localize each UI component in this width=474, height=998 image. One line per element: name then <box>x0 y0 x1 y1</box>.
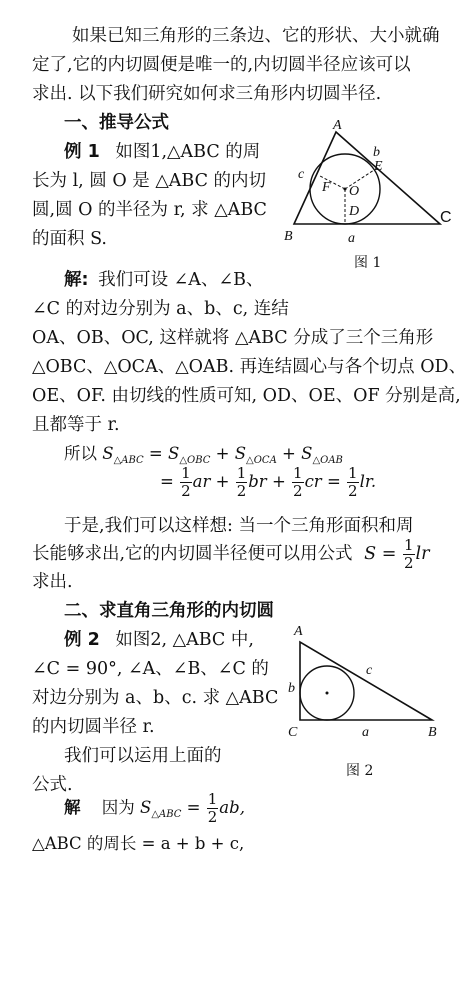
example-2-line-2: ∠C = 90°, ∠A、∠B、∠C 的 <box>32 659 269 679</box>
fig2-label-c-side: c <box>366 663 373 678</box>
idea-line-3: 求出. <box>32 572 73 592</box>
area-sum-equation: 所以 $S_{\triangle ABC} = S_{\triangle OBC} + S_{\triangle OCA} + S_{\triangle OAB}$ <box>64 444 343 466</box>
figure-2-caption: 图 2 <box>346 763 374 779</box>
example-2-line-3: 对边分别为 a、b、c. 求 △ABC <box>32 688 279 708</box>
idea-line-2: 长能够求出,它的内切圆半径便可以用公式 S = $\frac{1}{2}$ lr <box>32 536 430 572</box>
solution-2-label: 解 <box>64 798 81 817</box>
fig2-label-c: C <box>288 725 298 740</box>
idea-line-1: 于是,我们可以这样想: 当一个三角形面积和周 <box>64 516 414 536</box>
figure-2 <box>282 620 450 744</box>
fig2-label-b-side: b <box>288 681 295 696</box>
solution-1-line-4: △OBC、△OCA、△OAB. 再连结圆心与各个切点 OD、 <box>32 357 467 377</box>
fig2-label-a: A <box>294 624 303 639</box>
fig2-label-a-side: a <box>362 725 369 740</box>
fig1-label-a: A <box>333 118 342 133</box>
intro-line-1: 如果已知三角形的三条边、它的形状、大小就确 <box>72 26 440 46</box>
method-line-2: 公式. <box>32 775 73 795</box>
solution-1-text-1: 我们可设 ∠A、∠B、 <box>98 270 264 290</box>
fig1-label-d: D <box>349 204 360 219</box>
solution-2-line-1: 解 因为 $S_{\triangle ABC}$ = $\frac{1}{2}$ ab, <box>64 790 245 826</box>
example-2-label: 例 2 <box>64 630 100 650</box>
example-1-line-1 <box>64 144 260 162</box>
center-o-dot <box>344 188 347 191</box>
example-1-label: 例 1 <box>64 142 100 162</box>
fig1-label-e: E <box>374 159 383 174</box>
figure-1-caption: 图 1 <box>354 255 382 271</box>
fig1-label-o: O <box>349 184 360 199</box>
fig2-label-b: B <box>428 725 437 740</box>
fig1-label-c-side: c <box>298 167 305 182</box>
fig1-label-b-side: b <box>373 145 380 160</box>
solution-2-perimeter: △ABC 的周长 = a + b + c, <box>32 834 245 853</box>
method-line-1: 我们可以运用上面的 <box>64 746 222 766</box>
fig1-label-a-side: a <box>348 231 355 246</box>
fraction-half-5: $\frac{1}{2}$ <box>403 536 414 572</box>
solution-1-line-5: OE、OF. 由切线的性质可知, OD、OE、OF 分别是高, <box>32 386 461 406</box>
fraction-half-4: $\frac{1}{2}$ <box>348 464 358 500</box>
area-formula-expanded: = $\frac{1}{2}$ ar + $\frac{1}{2}$ br + $\frac{1}{2}$ cr = $\frac{1}{2}$ lr. <box>160 464 377 500</box>
intro-line-3: 求出. 以下我们研究如何求三角形内切圆半径. <box>32 84 382 104</box>
solution-1-label: 解: <box>64 270 89 290</box>
example-2-text-1: 如图2, △ABC 中, <box>115 630 254 650</box>
example-1-line-2: 长为 l, 圆 O 是 △ABC 的内切 <box>32 171 267 191</box>
section-1-heading: 一、推导公式 <box>64 113 169 133</box>
example-2-line-1 <box>64 632 254 650</box>
fig1-label-c: C <box>440 209 452 226</box>
section-2-heading: 二、求直角三角形的内切圆 <box>64 601 274 621</box>
example-1-line-4: 的面积 S. <box>32 229 107 249</box>
fraction-half-2: $\frac{1}{2}$ <box>236 464 247 500</box>
fraction-half-1: $\frac{1}{2}$ <box>181 464 191 500</box>
solution-1-line-2: ∠C 的对边分别为 a、b、c, 连结 <box>32 299 289 319</box>
example-2-line-4: 的内切圆半径 r. <box>32 717 155 737</box>
fig1-label-f: F <box>322 180 331 195</box>
triangle-abc-fig1 <box>294 132 440 224</box>
solution-1-line-3: OA、OB、OC, 这样就将 △ABC 分成了三个三角形 <box>32 328 434 348</box>
fraction-half-6: $\frac{1}{2}$ <box>207 790 218 826</box>
center-dot-fig2 <box>326 692 329 695</box>
fraction-half-3: $\frac{1}{2}$ <box>293 464 303 500</box>
fig1-label-b: B <box>284 229 293 244</box>
example-1-line-3: 圆,圆 O 的半径为 r, 求 △ABC <box>32 200 267 220</box>
example-1-text-1: 如图1,△ABC 的周 <box>115 142 261 162</box>
figure-1 <box>278 112 468 252</box>
triangle-abc-fig2 <box>300 642 432 720</box>
solution-1-line-6: 且都等于 r. <box>32 415 120 435</box>
solution-1-line-1 <box>64 272 263 290</box>
intro-line-2: 定了,它的内切圆便是唯一的,内切圆半径应该可以 <box>32 55 411 75</box>
